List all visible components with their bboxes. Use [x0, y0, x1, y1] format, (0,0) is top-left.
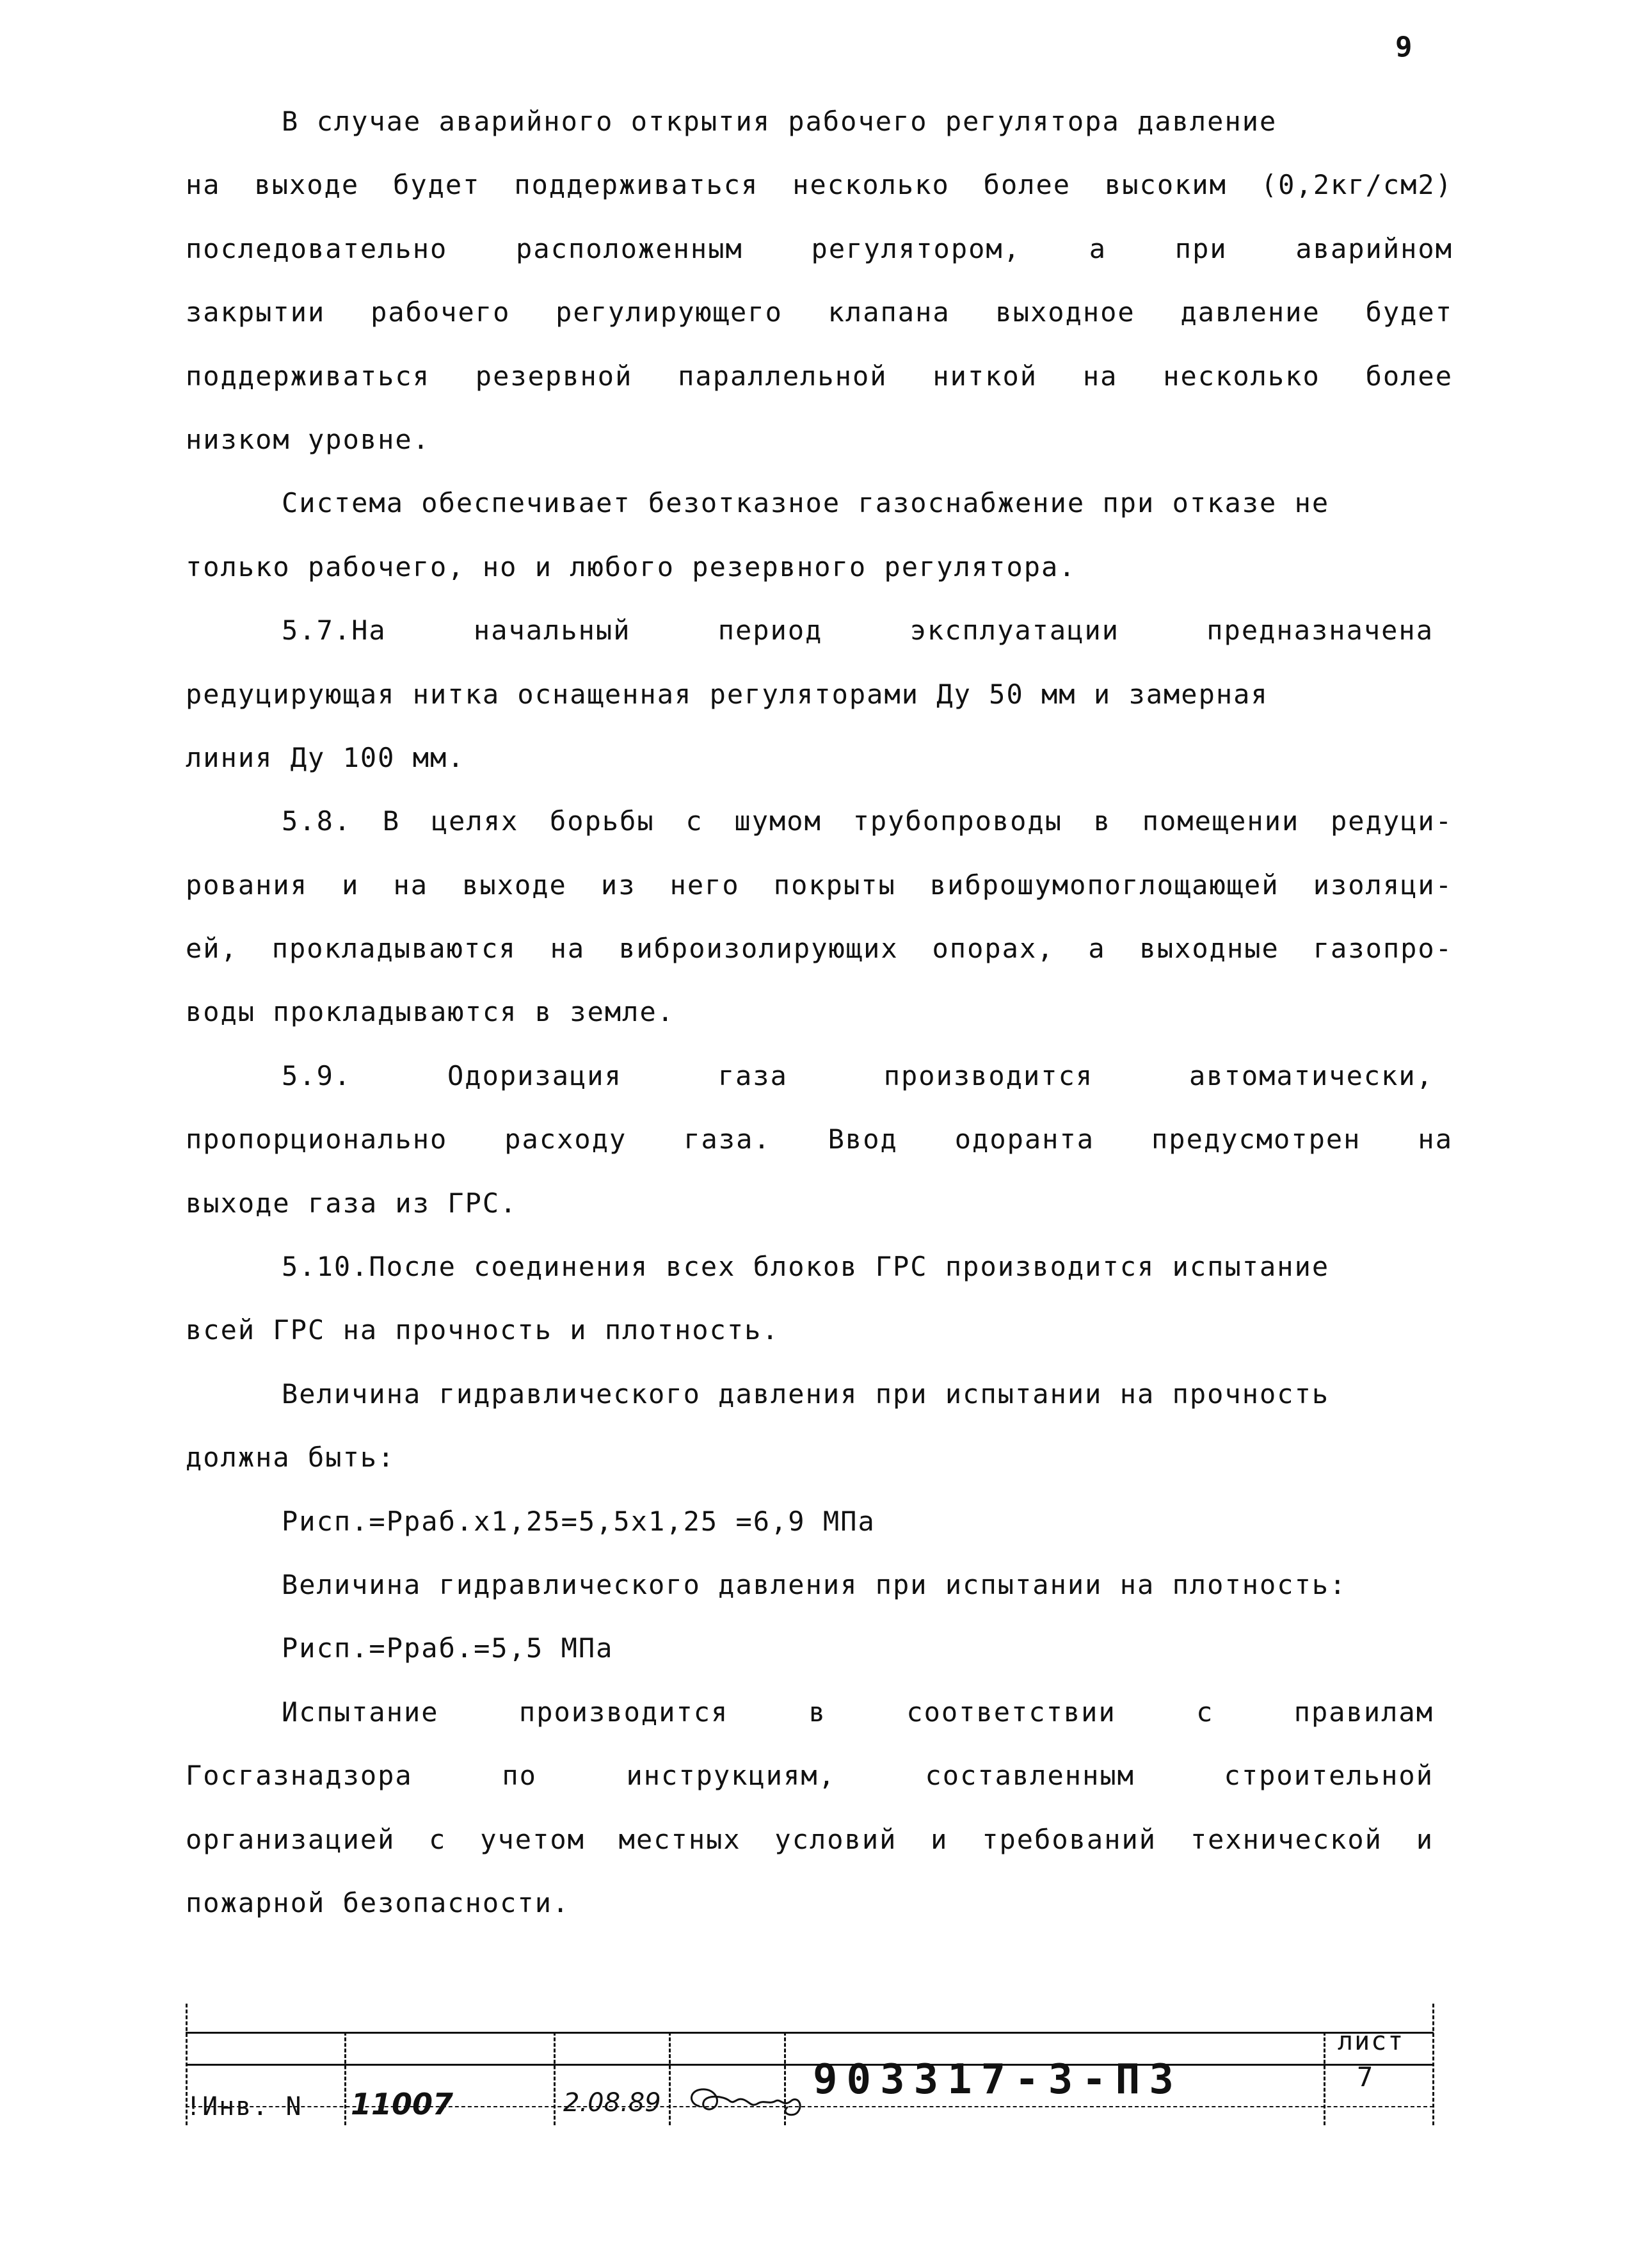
stamp-divider	[554, 2032, 556, 2125]
stamp-divider	[1324, 2032, 1325, 2125]
text-line: В случае аварийного открытия рабочего регулятора давление	[282, 106, 1277, 137]
sheet-number: 7	[1357, 2061, 1373, 2093]
text-line: рования и на выходе из него покрыты виброшумопоглощающей изоляци-	[186, 869, 1453, 901]
text-line: пожарной безопасности.	[186, 1886, 570, 1918]
document-code: 903317-3-ПЗ	[813, 2056, 1183, 2103]
text-line: на выходе будет поддерживаться несколько более высоким (0,2кг/см2)	[186, 169, 1453, 201]
title-block-stamp	[186, 2004, 1440, 2125]
page-number: 9	[1395, 31, 1413, 63]
text-line: 5.7.На начальный период эксплуатации предназначена	[282, 615, 1434, 647]
text-line: Госгазнадзора по инструкциям, составленным строительной	[186, 1760, 1434, 1792]
stamp-divider	[344, 2032, 346, 2125]
text-line: всей ГРС на прочность и плотность.	[186, 1314, 780, 1346]
text-line: ей, прокладываются на виброизолирующих опорах, а выходные газопро-	[186, 933, 1453, 965]
inventory-number: 11007	[351, 2087, 454, 2121]
text-line: последовательно расположенным регулятором, а при аварийном	[186, 232, 1453, 264]
text-line: 5.8. В целях борьбы с шумом трубопроводы в помещении редуци-	[282, 805, 1453, 837]
text-line: организацией с учетом местных условий и требований технической и	[186, 1823, 1434, 1855]
document-body	[186, 90, 1453, 1934]
text-line: редуцирующая нитка оснащенная регуляторами Ду 50 мм и замерная	[186, 678, 1269, 710]
text-line: только рабочего, но и любого резервного регулятора.	[186, 551, 1077, 583]
text-line: воды прокладываются в земле.	[186, 996, 675, 1028]
text-line: 5.9. Одоризация газа производится автоматически,	[282, 1059, 1434, 1091]
text-line: Система обеспечивает безотказное газоснабжение при отказе не	[282, 487, 1330, 519]
text-line: Величина гидравлического давления при испытании на плотность:	[282, 1568, 1347, 1600]
text-line: линия Ду 100 мм.	[186, 741, 465, 773]
formula-line: Рисп.=Рраб.=5,5 МПа	[282, 1632, 614, 1664]
stamp-top-rule	[186, 2032, 1434, 2034]
formula-line: Рисп.=Рраб.х1,25=5,5х1,25 =6,9 МПа	[282, 1505, 876, 1537]
sheet-label: лист	[1338, 2027, 1405, 2056]
text-line: Величина гидравлического давления при испытании на прочность	[282, 1378, 1330, 1410]
text-line: 5.10.После соединения всех блоков ГРС производится испытание	[282, 1251, 1330, 1283]
text-line: закрытии рабочего регулирующего клапана выходное давление будет	[186, 296, 1453, 328]
stamp-divider	[1432, 2004, 1434, 2125]
signature-date: 2.08.89	[563, 2088, 661, 2118]
text-line: поддерживаться резервной параллельной ниткой на несколько более	[186, 360, 1453, 392]
text-line: Испытание производится в соответствии с правилам	[282, 1696, 1434, 1728]
stamp-middle-rule	[186, 2064, 1434, 2066]
text-line: должна быть:	[186, 1442, 396, 1474]
stamp-divider	[669, 2032, 671, 2125]
text-line: низком уровне.	[186, 423, 431, 455]
text-line: выходе газа из ГРС.	[186, 1187, 518, 1219]
signature-mark	[685, 2082, 813, 2120]
inventory-label: !Инв. N	[186, 2092, 303, 2121]
text-line: пропорционально расходу газа. Ввод одоранта предусмотрен на	[186, 1123, 1453, 1155]
